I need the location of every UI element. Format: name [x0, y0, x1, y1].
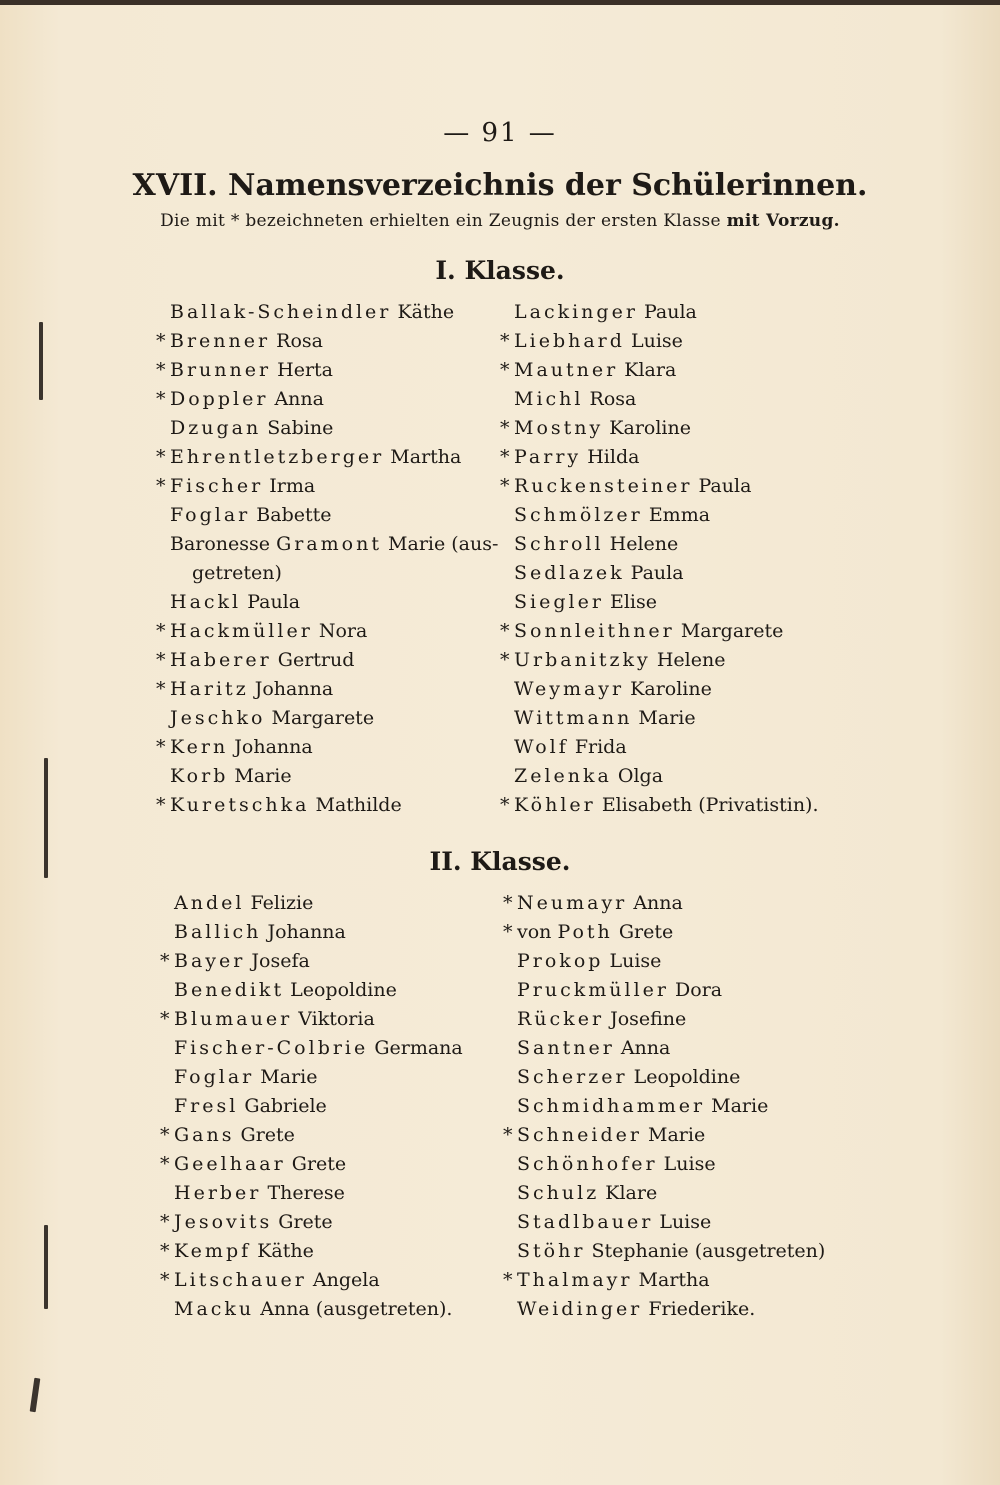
distinction-star: *: [160, 1153, 170, 1175]
given-name: Anna: [274, 388, 324, 410]
class-2-heading: II. Klasse.: [429, 847, 571, 876]
given-name: Grete: [278, 1211, 333, 1233]
distinction-star: *: [500, 417, 510, 439]
list-item: [500, 733, 860, 762]
surname: Stadlbauer: [517, 1211, 654, 1233]
name-prefix: von: [517, 921, 558, 943]
surname: Fresl: [174, 1095, 239, 1117]
distinction-star: *: [156, 794, 166, 816]
list-item: [503, 1295, 863, 1324]
given-name: Anna: [620, 1037, 671, 1059]
distinction-star: *: [500, 649, 510, 671]
surname: Schmölzer: [514, 504, 643, 526]
surname: Brenner: [170, 330, 271, 352]
given-name: Marie: [648, 1124, 706, 1146]
list-item: [500, 298, 860, 327]
surname: Ballich: [174, 921, 262, 943]
surname: Ballak-Scheindler: [170, 301, 392, 323]
list-item: [500, 675, 860, 704]
given-name: Leopoldine: [290, 979, 397, 1001]
given-name: Josefa: [251, 950, 310, 972]
list-item: [503, 1179, 863, 1208]
distinction-star: *: [156, 388, 166, 410]
class-1-heading: I. Klasse.: [435, 256, 565, 285]
list-item: [156, 414, 486, 443]
given-name: Elisabeth (Privatistin).: [601, 794, 819, 816]
list-item: [160, 889, 490, 918]
list-item: [500, 588, 860, 617]
given-name: Paula: [698, 475, 752, 497]
surname: Thalmayr: [517, 1269, 633, 1291]
surname: Lackinger: [514, 301, 638, 323]
given-name: Hilda: [587, 446, 640, 468]
given-name: Marie (aus-: [388, 533, 499, 555]
list-item: [156, 472, 486, 501]
list-item: [503, 947, 863, 976]
list-item: [160, 1237, 490, 1266]
distinction-star: *: [500, 475, 510, 497]
distinction-star: *: [503, 1269, 513, 1291]
given-name: Felizie: [250, 892, 314, 914]
list-item: [500, 327, 860, 356]
surname: Prokop: [517, 950, 604, 972]
surname: Fischer-Colbrie: [174, 1037, 369, 1059]
page-number: — 91 —: [443, 118, 557, 148]
surname: Stöhr: [517, 1240, 586, 1262]
list-item: [160, 947, 490, 976]
surname: Haritz: [170, 678, 249, 700]
given-name: Paula: [643, 301, 697, 323]
class-2-left-column: [160, 889, 490, 1324]
list-item: [160, 1266, 490, 1295]
given-name: Helene: [656, 649, 726, 671]
page-title: XVII. Namensverzeichnis der Schülerinnen.: [132, 168, 868, 203]
surname: Doppler: [170, 388, 269, 410]
list-item: [500, 443, 860, 472]
surname: Dzugan: [170, 417, 262, 439]
given-name: Klara: [624, 359, 677, 381]
surname: Poth: [557, 921, 613, 943]
given-name: Luise: [663, 1153, 716, 1175]
given-name: Sabine: [267, 417, 334, 439]
list-item: [160, 1179, 490, 1208]
given-name: Emma: [648, 504, 711, 526]
name-prefix: Baronesse: [170, 533, 277, 555]
surname: Haberer: [170, 649, 272, 671]
list-item: [160, 1208, 490, 1237]
list-item: [503, 1005, 863, 1034]
list-item: [500, 530, 860, 559]
surname: Liebhard: [514, 330, 625, 352]
given-name: Dora: [675, 979, 723, 1001]
surname: Andel: [174, 892, 245, 914]
distinction-star: *: [156, 330, 166, 352]
distinction-star: *: [500, 359, 510, 381]
list-item: [160, 976, 490, 1005]
given-name: Anna: [633, 892, 683, 914]
list-item: [156, 588, 486, 617]
distinction-star: *: [156, 475, 166, 497]
note-text: Die mit * bezeichneten erhielten ein Zeugnis der ersten Klasse: [160, 211, 721, 231]
binding-mark: [30, 1378, 41, 1413]
surname: Sonnleithner: [514, 620, 675, 642]
given-name: Herta: [277, 359, 333, 381]
surname: Mautner: [514, 359, 619, 381]
given-name: Marie: [234, 765, 292, 787]
distinction-star: *: [160, 1008, 170, 1030]
surname: Santner: [517, 1037, 615, 1059]
given-name: Viktoria: [298, 1008, 375, 1030]
given-name: Friederike.: [648, 1298, 756, 1320]
given-name: Babette: [256, 504, 332, 526]
surname: Köhler: [514, 794, 596, 816]
list-item: [500, 646, 860, 675]
given-name: Helene: [609, 533, 679, 555]
list-item: [156, 327, 486, 356]
given-name: Luise: [630, 330, 683, 352]
surname: Korb: [170, 765, 229, 787]
surname: Ruckensteiner: [514, 475, 693, 497]
list-item: [156, 791, 486, 820]
surname: Parry: [514, 446, 582, 468]
list-item: [503, 1092, 863, 1121]
surname: Brunner: [170, 359, 272, 381]
list-item: [503, 1208, 863, 1237]
surname: Schulz: [517, 1182, 600, 1204]
surname: Geelhaar: [174, 1153, 286, 1175]
given-name: Martha: [390, 446, 462, 468]
given-name: Leopoldine: [633, 1066, 741, 1088]
list-item: [160, 1092, 490, 1121]
list-item: [503, 1063, 863, 1092]
given-name: Grete: [240, 1124, 295, 1146]
given-name: Rosa: [589, 388, 637, 410]
list-item: [500, 356, 860, 385]
given-name: Nora: [318, 620, 368, 642]
surname: Hackl: [170, 591, 242, 613]
given-name: Karoline: [609, 417, 691, 439]
list-item: [503, 1237, 863, 1266]
list-item: [156, 617, 486, 646]
given-name: Klare: [605, 1182, 658, 1204]
class-1-right-column: [500, 298, 860, 820]
surname: Weidinger: [517, 1298, 643, 1320]
surname: Bayer: [174, 950, 246, 972]
distinction-star: *: [156, 678, 166, 700]
surname: Wolf: [514, 736, 569, 758]
list-item: [500, 414, 860, 443]
surname: Jesovits: [174, 1211, 273, 1233]
list-item: [156, 356, 486, 385]
given-name: Anna (ausgetreten).: [260, 1298, 453, 1320]
list-item: [156, 385, 486, 414]
distinction-star: *: [500, 446, 510, 468]
given-name: Gertrud: [277, 649, 355, 671]
surname: Litschauer: [174, 1269, 307, 1291]
list-item: [156, 646, 486, 675]
surname: Sedlazek: [514, 562, 625, 584]
given-name: Angela: [312, 1269, 380, 1291]
distinction-star: *: [160, 1124, 170, 1146]
binding-mark: [39, 322, 43, 400]
given-name: Johanna: [254, 678, 334, 700]
list-item: [160, 1005, 490, 1034]
given-name: Stephanie (ausgetreten): [591, 1240, 826, 1262]
list-item: [156, 762, 486, 791]
list-item: [156, 443, 486, 472]
distinction-star: *: [160, 1211, 170, 1233]
given-name: Irma: [269, 475, 316, 497]
surname: Gans: [174, 1124, 235, 1146]
list-item: [156, 675, 486, 704]
surname: Wittmann: [514, 707, 633, 729]
surname: Urbanitzky: [514, 649, 651, 671]
given-name: Paula: [630, 562, 684, 584]
surname: Michl: [514, 388, 584, 410]
class-2-right-column: [503, 889, 863, 1324]
given-name: Marie: [711, 1095, 769, 1117]
surname: Neumayr: [517, 892, 628, 914]
list-item: [500, 472, 860, 501]
given-name: Therese: [267, 1182, 345, 1204]
distinction-star: *: [156, 446, 166, 468]
surname: Kuretschka: [170, 794, 310, 816]
given-name: Elise: [609, 591, 657, 613]
class-1-left-column: [156, 298, 499, 820]
list-item: [160, 1121, 490, 1150]
list-item: [503, 889, 863, 918]
given-name: Olga: [617, 765, 664, 787]
surname: Siegler: [514, 591, 604, 613]
given-name: Gabriele: [244, 1095, 327, 1117]
list-item: [500, 617, 860, 646]
distinction-star: *: [500, 794, 510, 816]
list-item: [156, 530, 499, 559]
surname: Kern: [170, 736, 229, 758]
given-name: Germana: [374, 1037, 463, 1059]
given-name: Grete: [291, 1153, 347, 1175]
surname: Foglar: [174, 1066, 255, 1088]
list-item: [500, 501, 860, 530]
given-name: Luise: [659, 1211, 712, 1233]
surname: Weymayr: [514, 678, 625, 700]
list-item: [503, 1121, 863, 1150]
given-name: Karoline: [630, 678, 712, 700]
distinction-star: *: [500, 620, 510, 642]
surname: Scherzer: [517, 1066, 628, 1088]
given-name: Frida: [574, 736, 627, 758]
surname: Kempf: [174, 1240, 252, 1262]
given-name: Johanna: [234, 736, 313, 758]
list-item: [160, 1063, 490, 1092]
given-name: Paula: [247, 591, 301, 613]
top-edge-rule: [0, 0, 1000, 5]
list-item: [503, 976, 863, 1005]
list-item: [503, 1034, 863, 1063]
list-item: [500, 385, 860, 414]
given-name: Marie: [260, 1066, 318, 1088]
surname: Schroll: [514, 533, 604, 555]
distinction-star: *: [160, 1240, 170, 1262]
list-item: [156, 733, 486, 762]
surname: Schneider: [517, 1124, 642, 1146]
list-item: [500, 704, 860, 733]
surname: Schmidhammer: [517, 1095, 706, 1117]
given-name: Marie: [638, 707, 696, 729]
list-item: [500, 791, 860, 820]
surname: Benedikt: [174, 979, 285, 1001]
distinction-star: *: [156, 359, 166, 381]
distinction-star: *: [156, 736, 166, 758]
distinction-star: *: [500, 330, 510, 352]
surname: Macku: [174, 1298, 255, 1320]
list-item: [160, 1034, 490, 1063]
list-item-continuation: getreten): [192, 562, 282, 584]
given-name: Luise: [609, 950, 662, 972]
given-name: Rosa: [276, 330, 323, 352]
surname: Herber: [174, 1182, 262, 1204]
given-name: Grete: [618, 921, 674, 943]
surname: Gramont: [276, 533, 382, 555]
distinction-star: *: [503, 921, 513, 943]
given-name: Margarete: [680, 620, 784, 642]
surname: Fischer: [170, 475, 264, 497]
list-item: [156, 501, 486, 530]
list-item: [160, 1150, 490, 1179]
list-item: [156, 704, 486, 733]
surname: Schönhofer: [517, 1153, 658, 1175]
surname: Blumauer: [174, 1008, 293, 1030]
list-item: [503, 1266, 863, 1295]
surname: Jeschko: [170, 707, 266, 729]
given-name: Johanna: [267, 921, 346, 943]
list-item: [503, 1150, 863, 1179]
given-name: Margarete: [271, 707, 375, 729]
distinction-star: *: [503, 892, 513, 914]
given-name: Mathilde: [315, 794, 402, 816]
list-item: [160, 1295, 490, 1324]
section-note: [0, 211, 1000, 231]
list-item: [500, 559, 860, 588]
distinction-star: *: [160, 950, 170, 972]
surname: Mostny: [514, 417, 604, 439]
given-name: Käthe: [257, 1240, 314, 1262]
distinction-star: *: [156, 649, 166, 671]
list-item: [500, 762, 860, 791]
surname: Hackmüller: [170, 620, 313, 642]
note-emphasis: mit Vorzug.: [726, 211, 840, 231]
given-name: Martha: [638, 1269, 710, 1291]
given-name: Käthe: [397, 301, 455, 323]
list-item: [160, 918, 490, 947]
surname: Ehrentletzberger: [170, 446, 385, 468]
surname: Foglar: [170, 504, 251, 526]
surname: Zelenka: [514, 765, 612, 787]
surname: Rücker: [517, 1008, 605, 1030]
distinction-star: *: [160, 1269, 170, 1291]
list-item: [156, 298, 486, 327]
distinction-star: *: [156, 620, 166, 642]
binding-mark: [44, 1225, 48, 1309]
surname: Pruckmüller: [517, 979, 669, 1001]
list-item: [503, 918, 863, 947]
distinction-star: *: [503, 1124, 513, 1146]
given-name: Josefine: [610, 1008, 687, 1030]
